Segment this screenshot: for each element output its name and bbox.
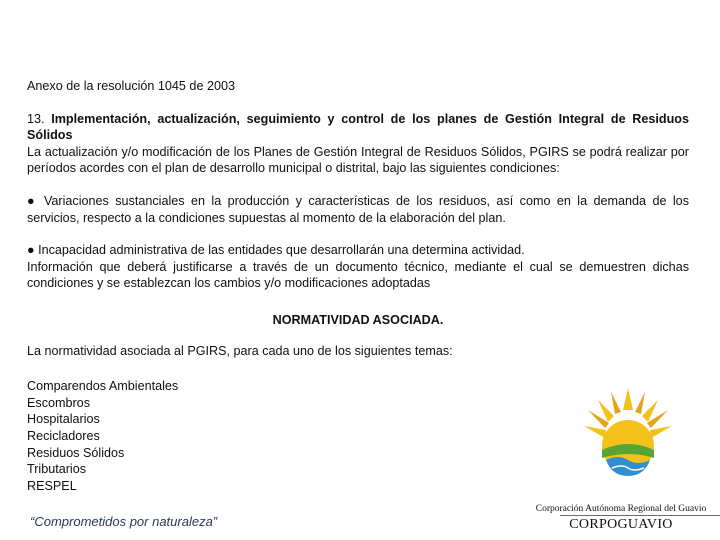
list-item: Comparendos Ambientales [27,379,179,394]
intro-paragraph: La actualización y/o modificación de los Planes de Gestión Integral de Residuos Sólidos, PGIRS se podrá realizar por períodos acordes con el plan de desarrollo municipal o distrital, bajo las siguientes condiciones: [27,144,689,176]
list-item: Residuos Sólidos [27,445,125,460]
list-item: RESPEL [27,478,77,493]
slogan: “Comprometidos por naturaleza” [30,514,218,529]
section-heading: NORMATIVIDAD ASOCIADA. [272,312,444,327]
annex-line: Anexo de la resolución 1045 de 2003 [27,79,235,93]
section-title: Implementación, actualización, seguimiento y control de los planes de Gestión Integral de Residuos Sólidos [27,111,689,143]
bullet-incapacity: ● Incapacidad administrativa de las entidades que desarrollarán una determina actividad. [27,243,525,258]
list-item: Hospitalarios [27,412,100,427]
list-item: Tributarios [27,462,87,477]
list-item: Escombros [27,395,90,410]
footer-divider [560,515,720,516]
organization-short-name: CORPOGUAVIO [569,517,673,532]
topics-intro: La normatividad asociada al PGIRS, para cada uno de los siguientes temas: [27,343,453,358]
corpoguavio-logo-icon [578,380,678,500]
organization-full-name: Corporación Autónoma Regional del Guavio [535,504,707,514]
section-number: 13. [27,111,52,126]
bullet-variations: ● Variaciones sustanciales en la producción y características de los residuos, así como en la demanda de los servicios, respecto a la condiciones supuestas al momento de la elaboración del plan. [27,193,689,225]
section-title-paragraph [27,111,689,144]
list-item: Recicladores [27,428,100,443]
info-paragraph: Información que deberá justificarse a través de un documento técnico, mediante el cual se demuestren dichas condiciones y se establezcan los cambios y/o modificaciones adoptadas [27,259,689,291]
